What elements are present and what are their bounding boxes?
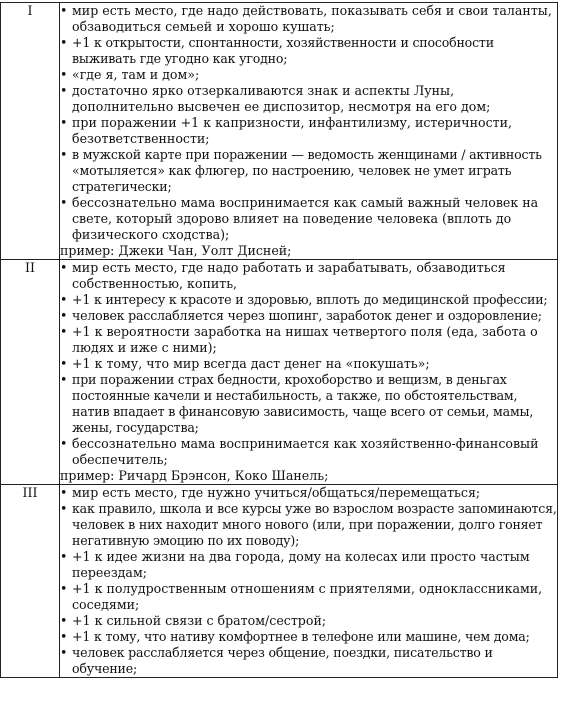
bullet-icon: • [60, 308, 68, 323]
list-item-text: бессознательно мама воспринимается как самый важный человек на свете, который здорово влияет на поведение человека (вплоть до физического сходства); [72, 195, 539, 242]
list-item [60, 67, 557, 83]
bullet-icon: • [60, 549, 68, 564]
list-item [60, 613, 557, 629]
example-line: пример: Ричард Брэнсон, Коко Шанель; [60, 468, 329, 483]
list-item-text: +1 к полудроственным отношениям с приятелями, одноклассниками, соседями; [72, 581, 543, 612]
list-item [60, 308, 557, 324]
list-item [60, 83, 557, 115]
list-item [60, 501, 557, 549]
bullet-icon: • [60, 35, 68, 50]
list-item-text: +1 к идее жизни на два города, дому на колесах или просто частым переездам; [72, 549, 530, 580]
list-item [60, 115, 557, 147]
bullet-icon: • [60, 195, 68, 210]
table-row [1, 260, 558, 485]
list-item-text: +1 к тому, что нативу комфортнее в телефоне или машине, чем дома; [72, 629, 530, 644]
table-row [1, 485, 558, 678]
table-row [1, 3, 558, 260]
list-item-text: мир есть место, где нужно учиться/общаться/перемещаться; [72, 485, 481, 500]
houses-table [0, 2, 558, 678]
list-item [60, 549, 557, 581]
list-item-text: в мужской карте при поражении — ведомость женщинами / активность «мотыляется» как флюгер, по настроению, человек не умет играть стратегически; [72, 147, 542, 194]
bullet-icon: • [60, 3, 68, 18]
list-item-text: «где я, там и дом»; [72, 67, 200, 82]
list-item-text: мир есть место, где надо действовать, показывать себя и свои таланты, обзаводиться семьей и хорошо кушать; [72, 3, 552, 34]
house-number: III [1, 485, 60, 678]
list-item-text: мир есть место, где надо работать и зарабатывать, обзаводиться собственностью, копить, [72, 260, 506, 291]
list-item-text: бессознательно мама воспринимается как хозяйственно-финансовый обеспечитель; [72, 436, 539, 467]
house-number: II [1, 260, 60, 485]
bullet-icon: • [60, 356, 68, 371]
list-item [60, 356, 557, 372]
bullet-icon: • [60, 324, 68, 339]
bullet-icon: • [60, 83, 68, 98]
list-item-text: достаточно ярко отзеркаливаются знак и аспекты Луны, дополнительно высвечен ее диспозитор, несмотря на его дом; [72, 83, 491, 114]
bullet-icon: • [60, 485, 68, 500]
bullet-icon: • [60, 581, 68, 596]
list-item [60, 372, 557, 436]
house-description [60, 485, 558, 678]
list-item [60, 581, 557, 613]
list-item-text: +1 к сильной связи с братом/сестрой; [72, 613, 327, 628]
list-item-text: +1 к открытости, спонтанности, хозяйственности и способности выживать где угодно как угодно; [72, 35, 494, 66]
house-description [60, 3, 558, 260]
list-item [60, 35, 557, 67]
bullet-icon: • [60, 115, 68, 130]
bullet-icon: • [60, 501, 68, 516]
list-item-text: человек расслабляется через общение, поездки, писательство и обучение; [72, 645, 493, 676]
house-number: I [1, 3, 60, 260]
list-item [60, 195, 557, 243]
bullet-icon: • [60, 613, 68, 628]
list-item [60, 485, 557, 501]
bullet-icon: • [60, 436, 68, 451]
bullet-list [60, 3, 557, 243]
list-item-text: +1 к интересу к красоте и здоровью, вплоть до медицинской профессии; [72, 292, 548, 307]
list-item [60, 629, 557, 645]
bullet-list [60, 485, 557, 677]
list-item [60, 292, 557, 308]
bullet-icon: • [60, 147, 68, 162]
bullet-icon: • [60, 372, 68, 387]
bullet-icon: • [60, 629, 68, 644]
list-item-text: при поражении +1 к капризности, инфантилизму, истеричности, безответственности; [72, 115, 512, 146]
list-item-text: как правило, школа и все курсы уже во взрослом возрасте запоминаются, человек в них находит много нового (или, при поражении, долго гоняет негативную эмоцию по их поводу); [72, 501, 557, 548]
list-item-text: +1 к вероятности заработка на нишах четвертого поля (еда, забота о людях и иже с ними); [72, 324, 538, 355]
list-item [60, 260, 557, 292]
example-line: пример: Джеки Чан, Уолт Дисней; [60, 243, 292, 258]
list-item [60, 645, 557, 677]
list-item [60, 3, 557, 35]
bullet-icon: • [60, 260, 68, 275]
list-item-text: человек расслабляется через шопинг, заработок денег и оздоровление; [72, 308, 542, 323]
bullet-icon: • [60, 67, 68, 82]
list-item-text: при поражении страх бедности, крохоборство и вещизм, в деньгах постоянные качели и нестабильность, а также, по обстоятельствам, натив впадает в финансовую зависимость, чаще всего от семьи, мамы, жены, государства; [72, 372, 534, 435]
bullet-icon: • [60, 645, 68, 660]
list-item [60, 436, 557, 468]
list-item-text: +1 к тому, что мир всегда даст денег на «покушать»; [72, 356, 430, 371]
bullet-icon: • [60, 292, 68, 307]
house-description [60, 260, 558, 485]
list-item [60, 324, 557, 356]
list-item [60, 147, 557, 195]
bullet-list [60, 260, 557, 468]
